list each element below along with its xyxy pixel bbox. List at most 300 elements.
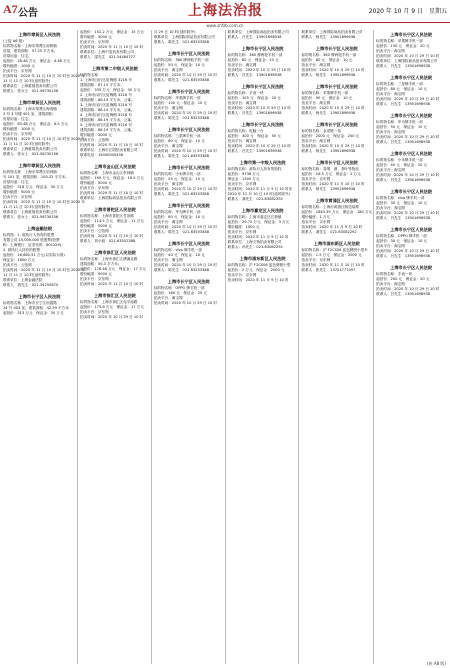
notice-line: 建筑面积：87.15 平方米； xyxy=(80,83,124,87)
notice-line: 4. 上海市闵行区虹梅路 3216 号 xyxy=(80,113,132,117)
notice-court-title: 上海市长宁区人民法院 xyxy=(241,46,284,51)
notice-line: 拍卖时间：2020 年 10 月 29 日 10 时 xyxy=(153,73,218,77)
notice-line: 拍卖平台：淘宝网 xyxy=(376,282,405,286)
notice-court-title: 上海市长宁区人民法院 xyxy=(167,279,210,284)
notice-line: 建筑面积：88.19 平方米，公寓。 xyxy=(80,98,135,102)
notice-line: 拍卖时间：2020 年 10 月 29 日 10 时 xyxy=(376,97,440,101)
notice-court-title: 上海市长宁区人民法院 xyxy=(390,265,433,270)
notice-line: 联系人：邵先生 021-54484777 xyxy=(80,55,136,59)
notice-line: 标的物名称：苹果牌手机一部 xyxy=(153,96,201,100)
notice-line: 联系人：吕先生 13901696938 xyxy=(376,292,431,296)
notice-line: 标的物名称：上海市长宁区仙霞路 xyxy=(3,301,57,305)
auction-notice xyxy=(301,84,372,116)
auction-notice xyxy=(154,89,224,121)
notice-line: 拍卖平台：淘宝网 xyxy=(153,68,183,72)
notice-line: 2. 被执行人持有的股票 xyxy=(3,248,40,252)
notice-line: 月 29 日 10 时(延时除外) xyxy=(153,30,196,34)
notice-line: 起拍价：80 元 保证金：10 元 xyxy=(301,58,353,62)
notice-line: 联系人：吕先生 13901696938 xyxy=(227,35,282,39)
notice-line: 起拍价：80 元 保证金：10 元 xyxy=(376,87,428,91)
notice-line: 拍卖时间：2020 年 10 月 29 日 10 时 xyxy=(153,225,218,229)
section-title: 公告 xyxy=(18,8,38,19)
notice-line: 保证金：1300 万元 xyxy=(227,177,260,181)
notice-line: 联系人：张女士 021-56730156 xyxy=(3,152,59,156)
notice-line: 拍卖平台：公拍网 xyxy=(3,263,32,267)
notice-line: 标的物名称：360 牌两轮手机一部 xyxy=(227,53,283,57)
notice-line: 联系人：张先生 13701777097 xyxy=(301,268,356,272)
notice-line: 增价幅度：1 万元 xyxy=(301,215,331,219)
notice-line: 联系人：张女士 021-56730156 xyxy=(3,215,59,219)
notice-column xyxy=(80,30,152,664)
notice-line: 拍卖时间：2020 年 11 月 10 日 10 时 xyxy=(80,282,144,286)
notice-line: 拍卖平台：京东网 xyxy=(3,132,32,136)
notice-line: 联系人：陈先生 021-63553388 xyxy=(153,268,210,272)
notice-line: 联系人：龚先生 021-63082292 xyxy=(301,230,357,234)
notice-court-title: 上海市第一中级人民法院 xyxy=(239,160,286,165)
issue-date: 2020 年 10 月 9 日 星期五 xyxy=(368,8,447,15)
auction-notice xyxy=(80,250,150,287)
notice-line: 标的物名称：三星牌手机一部 xyxy=(153,134,201,138)
notice-line: 联系人：刘小姐 021-63552388 xyxy=(80,239,136,243)
auction-notice xyxy=(376,151,446,183)
notice-line: 拍卖平台：公拍网 xyxy=(80,229,109,233)
notice-line: 拍卖时间：2020 年 11 月 10 日 10 时 xyxy=(301,182,365,186)
auction-notice xyxy=(80,207,150,244)
notice-line: 起拍价：200 元 保证金：20 元 xyxy=(376,277,430,281)
auction-notice xyxy=(376,227,446,259)
notice-line: 标的物名称：金项链一条 xyxy=(301,129,341,133)
notice-line: 起拍价：60 元 保证金：10 元 xyxy=(153,139,205,143)
notice-line: 联系单位：上海市江阴拍卖有限公司 xyxy=(80,148,138,152)
notice-line: 拍卖平台：淘宝网 xyxy=(227,63,257,67)
notice-line: 联系人：吕先生 13901696938 xyxy=(376,254,431,258)
notice-court-title: 上海市长宁区人民法院 xyxy=(167,165,210,170)
notice-line: 拍卖时间：2020 年 11 月 10 日 10 时 xyxy=(80,143,144,147)
notice-line: 拍卖平台：京东网 xyxy=(80,40,109,44)
notice-line: 增价幅度：1000 元 xyxy=(3,64,35,68)
notice-line: 拍卖平台：京东网 xyxy=(227,273,257,277)
notice-court-title: 上海市徐汇区人民法院 xyxy=(93,293,136,298)
notice-court-title: 上海市金山区人民法院 xyxy=(93,164,136,169)
auction-notice xyxy=(228,256,298,283)
notice-line: 建筑面积：88.19 平方米，公寓。 xyxy=(80,128,135,132)
notice-line: 联系人：孙先生 021-63082292 xyxy=(227,245,283,249)
auction-notice xyxy=(228,30,298,40)
auction-notice xyxy=(154,51,224,83)
notice-line: 拍卖时间：2020 年 11 月 10 日 10 时 xyxy=(301,263,365,267)
notice-line: 标的物名称：小米牌手机一部 xyxy=(153,172,201,176)
notice-line: 拍卖时间：2020 年 10 月 29 日 10 时 xyxy=(376,54,440,58)
notice-line: 拍卖时间：2020 年 10 月 29 日 10 时 xyxy=(227,106,291,110)
notice-column xyxy=(376,30,447,664)
notice-column xyxy=(301,30,374,664)
notice-line: 联系人：陈先生 021-63553388 xyxy=(153,116,210,120)
notice-line: 2020 年 11 月 10 日 10 时(延时除外) xyxy=(227,192,291,196)
notice-line: 拍卖平台：淘宝网 xyxy=(153,182,183,186)
notice-line: 拍卖平台：京东网 xyxy=(301,258,331,262)
notice-line: 联系单位：上海重翔拍卖有限公司 xyxy=(3,147,57,151)
auction-notice xyxy=(376,189,446,221)
notice-line: 增价幅度：5000 元 xyxy=(80,272,112,276)
notice-line: 建筑面积：88.19 平方米，公寓。 xyxy=(80,118,135,122)
notice-court-title: 上海市浦东新区人民法院 xyxy=(313,241,360,246)
notice-line: 拍卖时间：2020 年 10 月 29 日 10 时 xyxy=(153,187,218,191)
notice-line: 联系单位：上海国际商品拍卖有限公司 xyxy=(80,196,142,200)
auction-notice xyxy=(154,241,224,273)
notice-line: 起拍价：9736 万元 xyxy=(227,172,260,176)
auction-notice xyxy=(3,226,85,288)
notice-line: 起拍价：30 元 保证金：10 元 xyxy=(376,239,428,243)
notice-line: 拍卖时间：2020 年 11 月 9 日 10 时 xyxy=(227,278,289,282)
notice-line: 拍卖平台：淘宝网 xyxy=(376,92,405,96)
notice-line: 增价幅度：1000 元 xyxy=(227,225,260,229)
notice-line: 起拍价：335 万元 保证金：30 万元 xyxy=(80,88,141,92)
notice-line: 拍卖时间：2020 年 10 月 29 日 10 时 xyxy=(153,263,218,267)
notice-line: 标的物名称：360 牌两轮手机一部 xyxy=(301,53,357,57)
notice-line: 拍卖平台：京东网 xyxy=(227,182,257,186)
notice-court-title: 上海市长宁区人民法院 xyxy=(315,84,358,89)
notice-line: 拍卖平台：京东网 xyxy=(3,69,32,73)
notice-line: 拍卖平台：公拍网 xyxy=(80,138,109,142)
notice-column xyxy=(154,30,226,664)
notice-line: 起拍价：16.5 万元 保证金：2 万元 xyxy=(301,172,361,176)
notice-line: 有限公司 15,000,000 股股票(股票 xyxy=(3,238,60,242)
auction-notice xyxy=(3,32,85,94)
auction-notice xyxy=(228,84,298,116)
notice-line: 起拍价：29.72 万元 保证金：3 万元 xyxy=(227,220,290,224)
notice-court-title: 上海市黄浦区人民法院 xyxy=(315,198,358,203)
notice-court-title: 上海市长宁区人民法院 xyxy=(167,203,210,208)
notice-line: 标的物名称：沪 F2CS06 蓝色牌照小型 xyxy=(227,263,291,267)
notice-line: 拍卖时间：2020 年 11 月 9 日 10 时至 xyxy=(227,187,293,191)
notice-line: 1. 上海市闵行区虹梅路 3216 号 xyxy=(80,78,132,82)
notice-court-title: 上海金融法院 xyxy=(26,226,53,231)
notice-line: 拍卖时间：2020 年 10 月 29 日 10 时 xyxy=(376,211,440,215)
auction-notice xyxy=(80,293,150,320)
notice-line: 联系人：陈先生 021-63553388 xyxy=(153,230,210,234)
notice-line: 联系人：杨先生 13901696938 xyxy=(301,187,356,191)
notice-court-title: 上海市奉贤区人民法院 xyxy=(18,163,61,168)
notice-line: 起拍价：1843.39 万元 保证金：180 万元 xyxy=(301,210,373,214)
notice-line: 起拍价：90 元 保证金：10 元 xyxy=(301,96,353,100)
notice-line: 起拍价：28.48 万元 保证金：4.48 万元 xyxy=(3,59,71,63)
notice-line: 拍卖平台：淘宝网 xyxy=(376,49,405,53)
notice-line: 标的物名称：上海市金山区亭林镇 xyxy=(80,171,134,175)
notice-line: 标的物名称：被执行人持有的股权 xyxy=(227,167,282,171)
notice-line: 增价幅度：5000 元 xyxy=(80,181,112,185)
notice-line: 起拍价：318 万元 保证金：30 万元 xyxy=(3,185,64,189)
notice-line: 拍卖平台：淘宝网 xyxy=(301,63,331,67)
notice-line: 拍卖平台：淘宝网 xyxy=(153,296,183,300)
auction-notice xyxy=(376,32,446,69)
notice-line: 联系人：吕先生 13901696938 xyxy=(376,216,431,220)
auction-notice xyxy=(228,208,298,250)
masthead-logo: 上海法治报 xyxy=(188,3,263,19)
notice-line: 联系单位：上海国际商品拍卖有限公司 xyxy=(153,35,215,39)
notice-line: 拍卖平台：淘宝网 xyxy=(153,258,183,262)
notice-court-title: 上海市长宁区人民法院 xyxy=(167,127,210,132)
notice-line: 拍卖时间：2020 年 10 月 29 日 10 时 xyxy=(153,301,218,305)
notice-court-title: 上海市长宁区人民法院 xyxy=(18,294,61,299)
notice-columns xyxy=(3,30,447,664)
auction-notice xyxy=(301,160,372,192)
notice-court-title: 上海市长宁区人民法院 xyxy=(390,227,433,232)
notice-line: 联系人：吕先生 13901696938 xyxy=(376,178,431,182)
auction-notice xyxy=(3,163,85,220)
notice-line: 联系人：吕先生 13901696938 xyxy=(227,111,282,115)
notice-line: 联系人：陈先生 021-63553388 xyxy=(153,78,210,82)
notice-line: 号 101 室，建筑面积：100.32 平方米； xyxy=(3,175,69,179)
notice-line: 联系人：吕先生 13901696938 xyxy=(376,102,431,106)
auction-notice xyxy=(154,279,224,306)
notice-court-title: 上海市奉贤区人民法院 xyxy=(18,100,61,105)
auction-notice xyxy=(301,46,372,78)
notice-line: 标的物名称：vivo 牌手机一部 xyxy=(376,196,425,200)
notice-line: 拍卖平台：京东网 xyxy=(80,277,109,281)
notice-line: 拍卖时间：2020 年 11 月 10 日 10 时至 2020 年 xyxy=(3,137,85,141)
notice-line: 联系人：杨先生 13901696938 xyxy=(301,73,356,77)
notice-court-title: 上海市长宁区人民法院 xyxy=(390,32,433,37)
notice-court-title: 上海市浦东新区人民法院 xyxy=(239,256,286,261)
notice-line: 起拍价：105 元 保证金：20 元 xyxy=(227,96,281,100)
auction-notice xyxy=(3,100,85,157)
notice-line: 保证金：1600 万元 xyxy=(3,258,35,262)
auction-notice xyxy=(301,241,372,273)
notice-line: 拍卖时间：2020 年 10 月 29 日 10 时 xyxy=(153,111,218,115)
notice-court-title: 上海市长宁区人民法院 xyxy=(315,122,358,127)
notice-line: 标的物名称：电脑一台 xyxy=(227,129,264,133)
notice-line: 标的物名称：苹果牌手机一部 xyxy=(376,39,423,43)
notice-line: 起拍价：300 元 保证金：50 元 xyxy=(227,134,281,138)
auction-notice xyxy=(154,127,224,159)
notice-line: 标的物名称：上海市徐汇区漕溪北路 xyxy=(80,257,138,261)
notice-line: 起拍价：152.2 万元 保证金：15 万元 xyxy=(80,30,144,34)
notice-line: 标的物名称：小米牌手机一部 xyxy=(376,158,423,162)
auction-notice xyxy=(376,113,446,145)
notice-line: 起拍价：150 元 保证金：20 元 xyxy=(376,44,430,48)
notice-line: 拍卖时间：2020 年 11 月 9 日 10 时 xyxy=(301,225,363,229)
notice-column xyxy=(3,30,85,664)
notice-line: 拍卖时间：2020 年 10 月 29 日 10 时 xyxy=(301,106,365,110)
notice-line: 拍卖平台：淘宝网 xyxy=(301,101,331,105)
notice-line: 拍卖时间：2020 年 10 月 29 日 10 时 xyxy=(376,135,440,139)
notice-line: 标的物名称：OPPO 牌手机一部 xyxy=(153,286,205,290)
auction-notice xyxy=(3,294,76,316)
notice-line: 拍卖平台：淘宝网 xyxy=(153,144,183,148)
notice-line: (上接 A6 版) xyxy=(3,39,24,43)
notice-line: 拍卖平台：淘宝网 xyxy=(376,130,405,134)
notice-line: 联系单位：上海中鉴拍卖有限公司 xyxy=(80,50,134,54)
auction-notice xyxy=(301,198,372,235)
notice-line: 增价幅度：5000 元 xyxy=(3,190,35,194)
notice-line: 拍卖平台：京东网 xyxy=(3,195,32,199)
notice-line: 标的物名称：360 牌两轮手机一部 xyxy=(153,58,209,62)
page-header xyxy=(0,0,450,23)
auction-notice xyxy=(228,160,298,202)
notice-line: 联系人：吕先生 13901696938 xyxy=(376,64,431,68)
notice-court-title: 上海市长宁区人民法院 xyxy=(241,84,284,89)
notice-line: 拍卖平台：京东网 xyxy=(80,310,109,314)
notice-line: 拍卖时间：2020 年 11 月 10 日 10 时至 2020 年 xyxy=(3,268,85,272)
auction-notice xyxy=(154,165,224,197)
notice-line: 标的物名称：华为牌手机一部 xyxy=(153,210,201,214)
notice-line: 联系人：张女士 021-56730156 xyxy=(3,89,59,93)
notice-line: 建筑面积：88.19 平方米，公寓。 xyxy=(80,108,135,112)
notice-line: 拍卖平台：京东网 xyxy=(80,186,109,190)
notice-court-title: 上海市长宁区人民法院 xyxy=(167,241,210,246)
notice-line: 拍卖时间：2020 年 10 月 29 日 10 时 xyxy=(301,144,365,148)
notice-line: 拍卖平台：淘宝网 xyxy=(153,106,183,110)
notice-line: 标的物名称：上海市黄浦区制造局路 xyxy=(301,205,359,209)
notice-line: 拍卖时间：2020 年 11 月 10 日 10 时 xyxy=(80,234,144,238)
notice-line: 11 月 11 日 10 时(延时除外) xyxy=(3,205,51,209)
notice-line: 联系人：杨先生 13901696938 xyxy=(301,149,356,153)
notice-line: 拍卖时间：2020 年 11 月 9 日 10 时 xyxy=(227,235,289,239)
notice-line: 拍卖平台：淘宝网 xyxy=(301,139,331,143)
notice-line: 5. 上海市闵行区虹梅路 3216 号 xyxy=(80,123,132,127)
notice-line: 建筑面积：50.3 平方米； xyxy=(80,262,122,266)
notice-court-title: 上海市长宁区人民法院 xyxy=(315,46,358,51)
notice-line: 拍卖时间：2020 年 11 月 10 日 10 时至 2020 年 xyxy=(3,200,85,204)
notice-line: 拍卖平台：淘宝网 xyxy=(376,168,405,172)
notice-court-title: 上海市奉贤区人民法院 xyxy=(18,32,61,37)
notice-line: 起拍价：100 元 保证金：10 元 xyxy=(153,101,208,105)
notice-line: 联系人：杨先生 13901696938 xyxy=(301,111,356,115)
notice-line: 起拍价：16,660.51 万元(以实际为准) xyxy=(3,253,65,257)
notice-line: 起拍价：175.6 万元 保证金：17 万元 xyxy=(80,305,144,309)
notice-line: 标的物名称：vivo 牌手机一部 xyxy=(153,248,202,252)
notice-line: 增价幅度：5000 元 xyxy=(80,35,112,39)
notice-line: 联系单位：上海文物拍卖有限公司 xyxy=(227,240,282,244)
notice-line: 3. 上海市闵行区虹梅路 3216 号 xyxy=(80,103,132,107)
notice-line: 起拍价：176.48 万元 保证金：17 万元 xyxy=(80,267,147,271)
notice-court-title: 上海市长宁区人民法院 xyxy=(315,160,358,165)
auction-notice xyxy=(376,75,446,107)
notice-line: 拍卖时间：2020 年 11 月 10 日 10 时至 2020 年 xyxy=(3,74,85,78)
notice-line: 联系人：陈先生 021-63553388 xyxy=(153,40,210,44)
notice-line: 拍卖时间：2020 年 10 月 29 日 10 时 xyxy=(80,315,144,319)
notice-line: 标的物名称：上海市徐汇区宛平南路 xyxy=(80,300,138,304)
notice-line: 拍卖时间：2020 年 10 月 29 日 10 时 xyxy=(301,68,365,72)
notice-line: 联系人：龚先生 021-63082292 xyxy=(227,197,283,201)
notice-line: 联系电话：15000945456 xyxy=(80,153,124,157)
notice-line: 起拍价：30 元 保证金：10 元 xyxy=(376,201,428,205)
auction-notice xyxy=(228,122,298,154)
notice-line: 拍卖平台：淘宝网 xyxy=(376,244,405,248)
notice-line: 拍卖时间：2020 年 10 月 29 日 10 时 xyxy=(376,249,440,253)
notice-line: 联系单位：上海国际商品拍卖有限公司 xyxy=(227,30,289,34)
notice-court-title: 上海市徐汇区人民法院 xyxy=(93,250,136,255)
auction-notice xyxy=(301,122,372,154)
notice-line: 拍卖时间：2020 年 10 月 29 日 10 时 xyxy=(153,149,218,153)
notice-line: 2 号 3 号楼 401 室，建筑面积： xyxy=(3,112,57,116)
auction-notice xyxy=(80,66,150,158)
notice-line: 2. 上海市闵行区虹梅路 3216 号 xyxy=(80,93,132,97)
notice-line: 联系单位：上海金融法院 xyxy=(3,278,43,282)
notice-line: 起拍价：40 元 保证金：10 元 xyxy=(153,253,205,257)
notice-line: 标的物名称：沪 F2CS06 蓝色牌照小型车 xyxy=(301,248,368,252)
notice-line: 标的物名称：上海市嘉定区江桥镇 xyxy=(227,215,282,219)
notice-line: 起拍价：114.5 万元 保证金：11 万元 xyxy=(80,219,144,223)
notice-line: 联系人：陈先生 021-63553388 xyxy=(153,192,210,196)
auction-notice xyxy=(80,164,150,201)
notice-line: 房屋，建筑面积：57.25 平方米； xyxy=(3,49,58,53)
notice-line: 称：上海银行，证券代码：601229)； xyxy=(3,243,65,247)
notice-line: 拍卖平台：京东网 xyxy=(301,177,331,181)
notice-line: 起拍价：2000 元 保证金：200 元 xyxy=(301,134,360,138)
notice-line: 联系单位：上海重翔拍卖有限公司 xyxy=(3,210,57,214)
notice-line: 房屋用途：住宅。 xyxy=(3,180,32,184)
notice-line: 增价幅度：1000 元 xyxy=(3,127,35,131)
notice-line: 联系单位：上海重翔拍卖有限公司 xyxy=(3,84,57,88)
notice-line: 拍卖平台：淘宝网 xyxy=(153,220,183,224)
site-url: www.shfzb.com.cn xyxy=(206,23,244,28)
notice-line: 标的物名称：苹果牌手机一部 xyxy=(301,91,349,95)
auction-notice xyxy=(154,30,224,45)
notice-court-title: 上海市长宁区人民法院 xyxy=(390,151,433,156)
notice-line: 拍卖平台：淘宝网 xyxy=(376,206,405,210)
notice-line: 拍卖平台：淘宝网 xyxy=(227,139,257,143)
notice-line: 起拍价：160 元 保证金：20 元 xyxy=(153,291,208,295)
notice-column xyxy=(228,30,300,664)
notice-line: 起拍价：169 万元 保证金：16.5 万元 xyxy=(80,176,144,180)
notice-line: 起拍价：2 万元 保证金：2000 元 xyxy=(227,268,285,272)
notice-line: 起拍价：55 元 保证金：10 元 xyxy=(153,177,205,181)
notice-line: 起拍价：50 元 保证金：10 元 xyxy=(153,63,205,67)
notice-court-title: 上海市普陀区人民法院 xyxy=(93,207,136,212)
notice-line: 联系人：吕先生 13901696938 xyxy=(227,149,282,153)
notice-line: 联系人：吕先生 13901696938 xyxy=(376,140,431,144)
notice-line: 拍卖平台：京东网 xyxy=(227,230,257,234)
notice-court-title: 上海市长宁区人民法院 xyxy=(390,189,433,194)
notice-court-title: 上海市长宁区人民法院 xyxy=(390,113,433,118)
notice-line: 联系人：吕先生 13901696938 xyxy=(227,73,282,77)
notice-line: 起拍价：40 元 保证金：10 元 xyxy=(376,163,428,167)
notice-line: 标的物：1. 被执行人持有的股票 xyxy=(3,233,55,237)
notice-line: 联系人：杨先生 13901696938 xyxy=(301,35,356,39)
notice-line: 房屋用途：住宅。 xyxy=(3,54,32,58)
notice-line: 联系单位：上海国际商品拍卖有限公司 xyxy=(301,30,363,34)
notice-line: 拍卖时间：2020 年 11 月 10 日 10 时 xyxy=(80,191,144,195)
notice-line: 拍卖平台：淘宝网 xyxy=(227,101,257,105)
notice-court-title: 上海市长宁区人民法院 xyxy=(241,122,284,127)
notice-court-title: 上海市第二中级人民法院 xyxy=(91,66,138,71)
notice-line: 标的物名称：华为牌手机一部 xyxy=(376,120,423,124)
notice-line: 标的物名称：香烟、酒、茶叶等物品 xyxy=(301,167,359,171)
notice-line: 拍卖时间：2020 年 10 月 29 日 10 时 xyxy=(376,173,440,177)
notice-line: 联系单位：上海国际商品拍卖有限公司 xyxy=(376,59,438,63)
notice-line: 起拍价：1.5 万元 保证金：2000 元 xyxy=(301,253,362,257)
auction-notice xyxy=(301,30,372,40)
notice-court-title: 上海市长宁区人民法院 xyxy=(390,75,433,80)
notice-line: 拍卖时间：2020 年 11 月 10 日 10 时 xyxy=(80,45,144,49)
notice-line: 拍卖时间：2020 年 10 月 29 日 10 时 xyxy=(227,144,291,148)
notice-line: 标的物名称：OPPO 牌手机一部 xyxy=(376,234,427,238)
notice-line: 11 月 11 日 10 时(延时除外) xyxy=(3,273,51,277)
notice-court-title: 上海市长宁区人民法院 xyxy=(167,89,210,94)
notice-line: 标的物名称：上海市奉贤区柘林镇 xyxy=(3,170,57,174)
notice-line: 标的物名称：三星牌手机一部 xyxy=(376,82,423,86)
notice-line: 增价幅度：5000 元 xyxy=(80,133,112,137)
notice-line: 24 号 403 室，建筑面积：42.59 平方米 xyxy=(3,306,69,310)
notice-line: 标的物名称：手表一块 xyxy=(227,91,264,95)
notice-line: 起拍价：63.48 万元 保证金：6.5 万元 xyxy=(3,122,69,126)
notice-line: 标的物名称： xyxy=(80,73,102,77)
notice-line: 联系人：陈先生 021-63553388 xyxy=(153,154,210,158)
notice-line: 起拍价：50 元 保证金：10 元 xyxy=(376,125,428,129)
notice-court-title: 上海市长宁区人民法院 xyxy=(167,51,210,56)
notice-line: 拍卖平台：京东网 xyxy=(301,220,331,224)
